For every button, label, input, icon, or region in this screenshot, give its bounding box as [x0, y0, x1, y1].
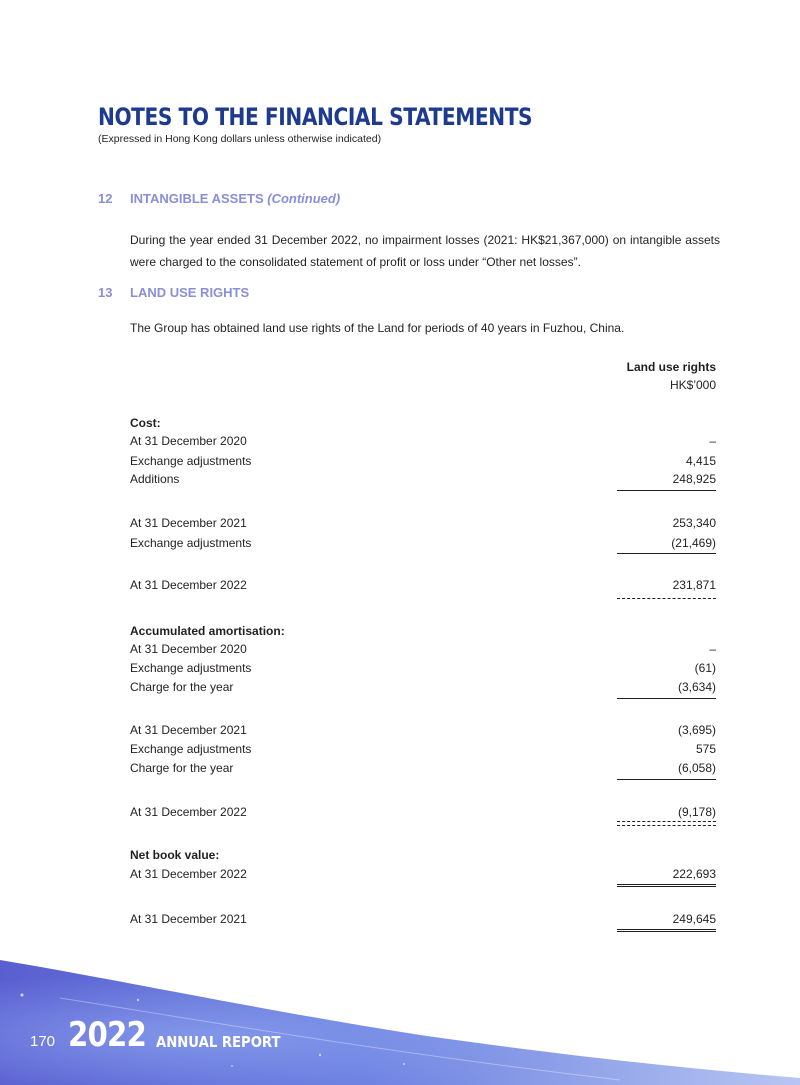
- section-13-title: LAND USE RIGHTS: [130, 285, 250, 300]
- table-row-amortisation-heading: Accumulated amortisation:: [130, 624, 285, 638]
- table-column-unit: HK$’000: [669, 378, 716, 392]
- table-row: Charge for the year (3,634): [130, 680, 716, 694]
- table-row: Exchange adjustments (21,469): [130, 536, 716, 550]
- subtotal-rule: [617, 553, 716, 554]
- footer-banner-graphic: [0, 940, 800, 1085]
- section-13-number: 13: [98, 285, 113, 300]
- table-row: At 31 December 2022 222,693: [130, 867, 716, 881]
- table-row-net-book-value-heading: Net book value:: [130, 848, 220, 862]
- subtotal-rule: [617, 490, 716, 491]
- table-row: At 31 December 2021 (3,695): [130, 723, 716, 737]
- section-13-paragraph: The Group has obtained land use rights of the Land for periods of 40 years in Fuzhou, China.: [130, 321, 625, 335]
- table-row: At 31 December 2022 (9,178): [130, 805, 716, 819]
- table-row: At 31 December 2022 231,871: [130, 578, 716, 592]
- section-12-continued: (Continued): [267, 191, 341, 206]
- table-row: Exchange adjustments (61): [130, 661, 716, 675]
- table-row-cost-heading: Cost:: [130, 416, 161, 430]
- table-row: Exchange adjustments 4,415: [130, 454, 716, 468]
- table-row: At 31 December 2020 –: [130, 434, 716, 448]
- section-12-title-wrap: [130, 191, 340, 206]
- footer-report-label: ANNUAL REPORT: [156, 1033, 281, 1051]
- dashed-rule: [617, 598, 716, 599]
- table-row: Additions 248,925: [130, 472, 716, 486]
- dashed-rule: [617, 821, 716, 822]
- page-subtitle: (Expressed in Hong Kong dollars unless otherwise indicated): [98, 133, 382, 145]
- table-row: At 31 December 2021 253,340: [130, 516, 716, 530]
- section-12-title: INTANGIBLE ASSETS: [130, 191, 264, 206]
- subtotal-rule: [617, 779, 716, 780]
- dashed-rule: [617, 825, 716, 826]
- section-12-number: 12: [98, 191, 113, 206]
- footer-year: 2022: [68, 1015, 146, 1055]
- section-12-paragraph: During the year ended 31 December 2022, no impairment losses (2021: HK$21,367,000) on intangible assets were charged to the consolidated statement of profit or loss under “Other net losses”.: [130, 233, 720, 269]
- page-title: NOTES TO THE FINANCIAL STATEMENTS: [98, 103, 533, 131]
- subtotal-rule: [617, 698, 716, 699]
- table-row: Charge for the year (6,058): [130, 761, 716, 775]
- table-row: Exchange adjustments 575: [130, 742, 716, 756]
- total-double-rule: [617, 884, 716, 887]
- table-row: At 31 December 2021 249,645: [130, 912, 716, 926]
- page-number: 170: [30, 1033, 56, 1050]
- total-double-rule: [617, 929, 716, 932]
- table-row: At 31 December 2020 –: [130, 642, 716, 656]
- table-column-title: Land use rights: [626, 360, 716, 374]
